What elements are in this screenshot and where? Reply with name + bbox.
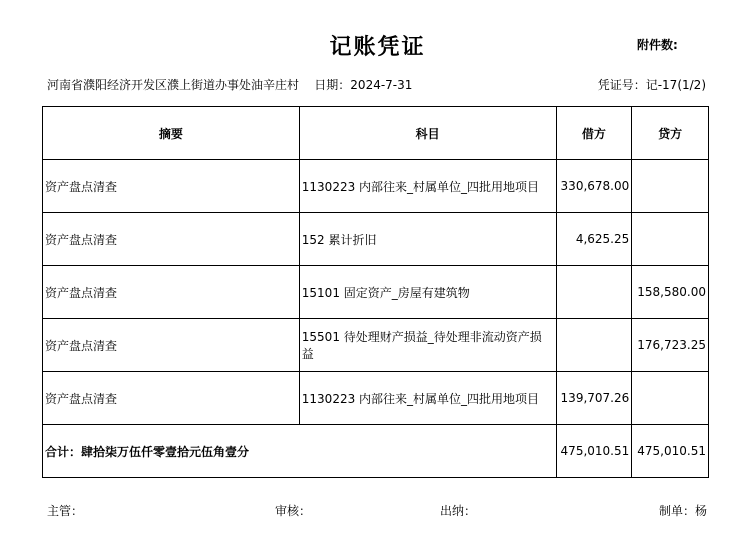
account-cell: 1130223 内部往来_村属单位_四批用地项目 [299, 372, 556, 425]
summary-cell: 资产盘点清查 [43, 213, 300, 266]
account-cell: 15501 待处理财产损益_待处理非流动资产损益 [299, 319, 556, 372]
cashier-signature: 出纳： [440, 504, 477, 518]
column-header-summary: 摘要 [43, 107, 300, 160]
table-row [43, 372, 709, 425]
summary-cell: 资产盘点清查 [43, 266, 300, 319]
total-amount-in-words: 合计：肆拾柒万伍仟零壹拾元伍角壹分 [43, 425, 557, 478]
total-row [43, 425, 709, 478]
date-label: 日期： [314, 78, 351, 92]
debit-cell [556, 319, 632, 372]
summary-cell: 资产盘点清查 [43, 160, 300, 213]
debit-cell: 330,678.00 [556, 160, 632, 213]
table-row [43, 266, 709, 319]
table-header-row [43, 107, 709, 160]
voucher-number-label: 凭证号： [597, 78, 646, 92]
total-credit: 475,010.51 [632, 425, 709, 478]
credit-cell [632, 160, 709, 213]
summary-cell: 资产盘点清查 [43, 319, 300, 372]
credit-cell [632, 213, 709, 266]
column-header-credit: 贷方 [632, 107, 709, 160]
column-header-debit: 借方 [556, 107, 632, 160]
debit-cell: 4,625.25 [556, 213, 632, 266]
attachment-count-label: 附件数: [637, 38, 678, 52]
credit-cell [632, 372, 709, 425]
summary-cell: 资产盘点清查 [43, 372, 300, 425]
table-row [43, 213, 709, 266]
account-cell: 15101 固定资产_房屋有建筑物 [299, 266, 556, 319]
voucher-title: 记账凭证 [329, 35, 426, 60]
voucher-meta [47, 76, 412, 93]
voucher-number-value: 记-17(1/2) [645, 78, 706, 92]
table-row [43, 319, 709, 372]
voucher-table [42, 106, 709, 478]
credit-cell: 176,723.25 [632, 319, 709, 372]
account-cell: 152 累计折旧 [299, 213, 556, 266]
voucher-number [598, 76, 706, 93]
voucher-date: 2024-7-31 [350, 78, 413, 92]
credit-cell: 158,580.00 [632, 266, 709, 319]
supervisor-signature: 主管： [47, 504, 84, 518]
total-debit: 475,010.51 [556, 425, 632, 478]
debit-cell: 139,707.26 [556, 372, 632, 425]
table-row [43, 160, 709, 213]
column-header-account: 科目 [299, 107, 556, 160]
debit-cell [556, 266, 632, 319]
organization-name: 河南省濮阳经济开发区濮上街道办事处油辛庄村 [47, 78, 300, 92]
account-cell: 1130223 内部往来_村属单位_四批用地项目 [299, 160, 556, 213]
reviewer-signature: 审核： [275, 504, 312, 518]
preparer-signature: 制单：杨 [659, 504, 708, 518]
